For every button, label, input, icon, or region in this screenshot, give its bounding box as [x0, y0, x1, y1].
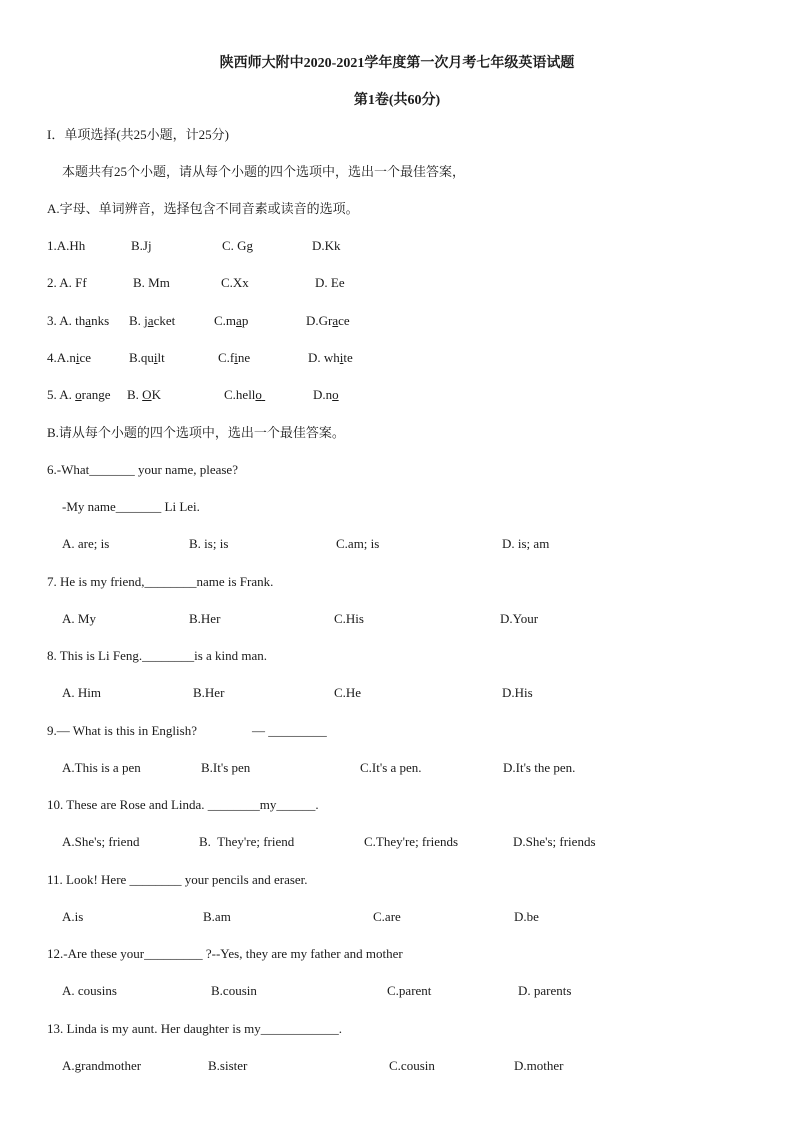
q1-option-d[interactable]: D.Kk: [312, 238, 341, 253]
q7-option-d[interactable]: D.Your: [500, 611, 539, 626]
q3-option-c[interactable]: C.map: [214, 313, 249, 328]
q11-option-b[interactable]: B.am: [203, 909, 231, 924]
q6-option-c[interactable]: C.am; is: [336, 536, 380, 551]
q1-option-c[interactable]: C. Gg: [222, 238, 254, 253]
q7-option-a[interactable]: A. My: [62, 611, 96, 626]
q9-option-a[interactable]: A.This is a pen: [62, 760, 141, 775]
q7-stem: 7. He is my friend,________name is Frank.: [47, 574, 274, 589]
exam-subtitle: 第1卷(共60分): [353, 93, 441, 108]
part-a-instruction: A.字母、单词辨音，选择包含不同音素或读音的选项。: [47, 201, 359, 216]
q4-option-d[interactable]: D. white: [308, 350, 353, 365]
q5-option-b[interactable]: B. OK: [127, 387, 161, 402]
q8-option-d[interactable]: D.His: [502, 685, 533, 700]
q1-option-b[interactable]: B.Jj: [131, 238, 152, 253]
q13-option-c[interactable]: C.cousin: [389, 1058, 435, 1073]
q2-option-d[interactable]: D. Ee: [315, 275, 345, 290]
q1-option-a[interactable]: 1.A.Hh: [47, 238, 86, 253]
q5-option-a[interactable]: 5. A. orange: [47, 387, 111, 402]
q8-option-a[interactable]: A. Him: [62, 685, 101, 700]
q11-stem: 11. Look! Here ________ your pencils and eraser.: [47, 872, 308, 887]
q13-option-d[interactable]: D.mother: [514, 1058, 564, 1073]
q4-option-c[interactable]: C.fine: [218, 350, 251, 365]
q6-option-a[interactable]: A. are; is: [62, 536, 110, 551]
section-instruction: 本题共有25个小题，请从每个小题的四个选项中，选出一个最佳答案，: [62, 164, 466, 179]
q6-option-d[interactable]: D. is; am: [502, 536, 550, 551]
q10-option-c[interactable]: C.They're; friends: [364, 834, 459, 849]
q7-option-b[interactable]: B.Her: [189, 611, 221, 626]
q5-option-d[interactable]: D.no: [313, 387, 339, 402]
part-b-instruction: B.请从每个小题的四个选项中，选出一个最佳答案。: [47, 425, 345, 440]
q7-option-c[interactable]: C.His: [334, 611, 364, 626]
q11-option-c[interactable]: C.are: [373, 909, 401, 924]
q10-stem: 10. These are Rose and Linda. ________my______.: [47, 797, 319, 812]
q12-stem: 12.-Are these your_________ ?--Yes, they are my father and mother: [47, 946, 403, 961]
q9-option-c[interactable]: C.It's a pen.: [360, 760, 422, 775]
q4-option-a[interactable]: 4.A.nice: [47, 350, 92, 365]
q6-stem-reply: -My name_______ Li Lei.: [62, 499, 200, 514]
q8-option-c[interactable]: C.He: [334, 685, 362, 700]
q8-stem: 8. This is Li Feng.________is a kind man.: [47, 648, 268, 663]
q2-option-b[interactable]: B. Mm: [133, 275, 170, 290]
q13-stem: 13. Linda is my aunt. Her daughter is my____________.: [47, 1021, 342, 1036]
q4-option-b[interactable]: B.quilt: [129, 350, 165, 365]
q11-option-a[interactable]: A.is: [62, 909, 84, 924]
q3-option-b[interactable]: B. jacket: [129, 313, 176, 328]
q10-option-a[interactable]: A.She's; friend: [62, 834, 140, 849]
q9-option-d[interactable]: D.It's the pen.: [503, 760, 576, 775]
q2-option-a[interactable]: 2. A. Ff: [47, 275, 87, 290]
q12-option-b[interactable]: B.cousin: [211, 983, 257, 998]
q9-stem: 9.— What is this in English?: [47, 723, 197, 738]
q9-option-b[interactable]: B.It's pen: [201, 760, 251, 775]
q9-answer-blank[interactable]: — _________: [252, 723, 327, 738]
q12-option-a[interactable]: A. cousins: [62, 983, 117, 998]
q10-option-b[interactable]: B. They're; friend: [199, 834, 295, 849]
q6-stem: 6.-What_______ your name, please?: [47, 462, 238, 477]
q12-option-d[interactable]: D. parents: [518, 983, 572, 998]
q3-option-d[interactable]: D.Grace: [306, 313, 350, 328]
q13-option-b[interactable]: B.sister: [208, 1058, 248, 1073]
section-heading: I．单项选择(共25小题，计25分): [47, 127, 229, 142]
q3-option-a[interactable]: 3. A. thanks: [47, 313, 110, 328]
q5-option-c[interactable]: C.hello: [224, 387, 262, 402]
q12-option-c[interactable]: C.parent: [387, 983, 432, 998]
q10-option-d[interactable]: D.She's; friends: [513, 834, 596, 849]
q13-option-a[interactable]: A.grandmother: [62, 1058, 142, 1073]
q8-option-b[interactable]: B.Her: [193, 685, 225, 700]
q6-option-b[interactable]: B. is; is: [189, 536, 229, 551]
exam-title: 陕西师大附中2020-2021学年度第一次月考七年级英语试题: [219, 56, 575, 71]
q11-option-d[interactable]: D.be: [514, 909, 539, 924]
q2-option-c[interactable]: C.Xx: [221, 275, 249, 290]
